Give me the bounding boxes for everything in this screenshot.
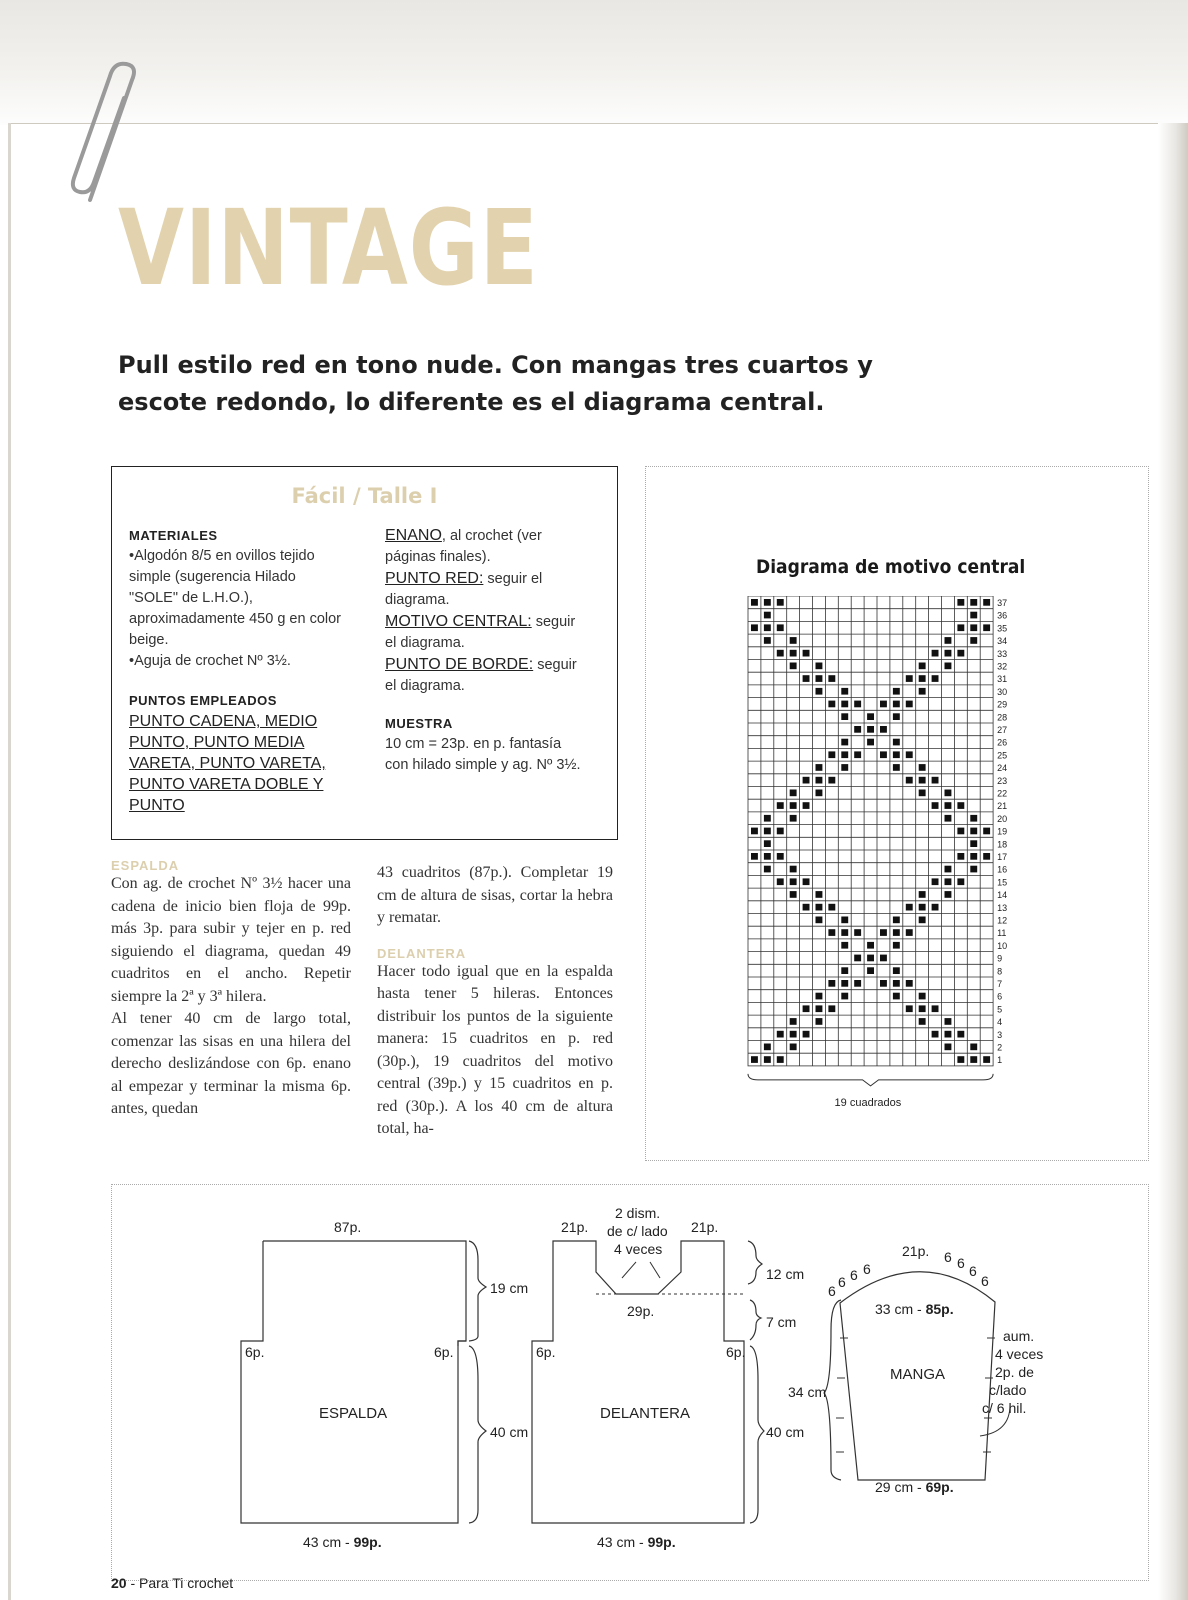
chart-width-label: 19 cuadrados [834, 1096, 902, 1109]
espalda-brace-19 [469, 1241, 486, 1341]
row-number: 24 [997, 763, 1008, 774]
row-number: 7 [997, 979, 1003, 989]
row-number: 2 [997, 1042, 1003, 1053]
delantera-brace-40 [750, 1346, 764, 1523]
delantera-dism-1: 2 dism. [615, 1205, 661, 1221]
row-number: 33 [997, 648, 1008, 659]
delantera-dism-3: 4 veces [614, 1241, 663, 1257]
enano-label: ENANO [385, 527, 442, 544]
delantera-side-right: 6p. [726, 1344, 746, 1360]
delantera-dism-2: de c/ lado [607, 1223, 668, 1239]
magazine-name: - Para Ti crochet [126, 1575, 234, 1591]
espalda-brace-40 [469, 1346, 486, 1523]
espalda-text: Con ag. de crochet Nº 3½ hacer una cadena de inicio bien floja de 99p. más 3p. para subir y tejer en p. red siguiendo el diagrama, quedan 49 cuadritos en el ancho. Repetir siempre la 2ª y 3ª hilera. [111, 875, 351, 1005]
delantera-outline [532, 1241, 744, 1523]
delantera-side-left: 6p. [536, 1344, 556, 1360]
puntos-heading: PUNTOS EMPLEADOS [129, 693, 277, 708]
row-number: 14 [997, 890, 1008, 901]
punto-red-text: seguir el diagrama. [385, 571, 543, 608]
row-number: 36 [997, 610, 1008, 621]
enano-text: , al crochet (ver páginas finales). [385, 528, 542, 565]
delantera-height-12: 12 cm [766, 1266, 805, 1282]
row-number: 9 [997, 953, 1003, 964]
difficulty-size-label: Fácil / Talle I [291, 484, 438, 508]
page-footer [111, 1575, 233, 1591]
manga-six: 6 [850, 1267, 858, 1283]
puntos-list: PUNTO CADENA, MEDIO PUNTO, PUNTO MEDIA VARETA, PUNTO VARETA, PUNTO VARETA DOBLE Y PUNTO [129, 713, 326, 814]
espalda-bottom: 43 cm - 99p. [303, 1534, 382, 1550]
delantera-height-40: 40 cm [766, 1424, 805, 1440]
espalda-outline-top [263, 1241, 466, 1346]
espalda-outline [241, 1241, 466, 1523]
manga-bottom: 29 cm - 69p. [875, 1479, 954, 1495]
manga-aum-3: 2p. de [995, 1364, 1034, 1380]
manga-top-measure: 33 cm - 85p. [875, 1301, 954, 1317]
row-number: 30 [997, 686, 1008, 697]
row-number: 28 [997, 712, 1008, 723]
materiales-text-1: •Algodón 8/5 en ovillos tejido simple (sugerencia Hilado "SOLE" de L.H.O.), aproximadamente 450 g en color beige. [129, 548, 341, 648]
manga-brace [824, 1300, 841, 1480]
row-number: 35 [997, 623, 1008, 634]
row-number: 8 [997, 966, 1003, 977]
row-number: 25 [997, 750, 1008, 761]
manga-six: 6 [957, 1255, 965, 1271]
punto-borde-label: PUNTO DE BORDE: [385, 656, 534, 673]
row-number: 10 [997, 940, 1008, 951]
diagram-title: Diagrama de motivo central [756, 556, 1026, 578]
espalda-label: ESPALDA [319, 1405, 388, 1422]
row-number: 3 [997, 1029, 1003, 1040]
row-number: 11 [997, 928, 1007, 939]
row-number: 17 [997, 852, 1008, 862]
muestra-heading: MUESTRA [385, 716, 453, 731]
row-number: 12 [997, 915, 1008, 926]
manga-aum-2: 4 veces [995, 1346, 1044, 1362]
delantera-heading: DELANTERA [377, 945, 467, 961]
row-number: 32 [997, 661, 1008, 672]
manga-label: MANGA [890, 1366, 946, 1383]
materiales-text-2: •Aguja de crochet Nº 3½. [129, 653, 291, 669]
manga-six: 6 [828, 1283, 836, 1299]
delantera-brace-12 [748, 1241, 762, 1284]
manga-six: 6 [944, 1249, 952, 1265]
manga-aum-5: c/ 6 hil. [982, 1400, 1027, 1416]
espalda-text-3: 43 cuadritos (87p.). Completar 19 cm de altura de sisas, cortar la hebra y rematar. [377, 864, 613, 926]
materiales-heading: MATERIALES [129, 528, 218, 543]
row-number: 27 [997, 725, 1008, 735]
row-number: 21 [997, 801, 1008, 812]
manga-top: 21p. [902, 1243, 930, 1259]
manga-six: 6 [863, 1261, 871, 1277]
row-number: 23 [997, 775, 1008, 786]
delantera-bottom: 43 cm - 99p. [597, 1534, 676, 1550]
row-number: 13 [997, 902, 1008, 913]
espalda-side-left: 6p. [245, 1344, 265, 1360]
espalda-heading: ESPALDA [111, 858, 180, 873]
row-number: 22 [997, 788, 1008, 799]
punto-borde-text: seguir el diagrama. [385, 657, 577, 694]
article-subtitle: Pull estilo red en tono nude. Con mangas tres cuartos y escote redondo, lo diferente es el diagrama central. [118, 351, 873, 416]
manga-six: 6 [969, 1263, 977, 1279]
article-title: VINTAGE [118, 187, 539, 309]
page-number: 20 [111, 1575, 127, 1591]
row-number: 26 [997, 737, 1008, 748]
row-number: 4 [997, 1017, 1003, 1028]
espalda-text-2: Al tener 40 cm de largo total, comenzar las sisas en una hilera del derecho deslizándose con 6p. enano al empezar y terminar la misma 6p. antes, quedan [111, 1010, 351, 1117]
delantera-label: DELANTERA [600, 1405, 691, 1422]
delantera-text: Hacer todo igual que en la espalda hasta tener 5 hileras. Entonces distribuir los puntos de la siguiente manera: 15 cuadritos en p. red (30p.), 19 cuadritos del motivo central (39p.) y 15 cuadritos en p. red (30p.). A los 40 cm de altura total, ha- [377, 962, 613, 1137]
espalda-top-label: 87p. [334, 1219, 362, 1235]
row-number: 5 [997, 1004, 1003, 1015]
manga-six: 6 [981, 1273, 989, 1289]
row-number: 34 [997, 636, 1008, 647]
espalda-height-40: 40 cm [490, 1424, 529, 1440]
row-number: 18 [997, 839, 1008, 850]
muestra-text: 10 cm = 23p. en p. fantasía con hilado simple y ag. Nº 3½. [385, 736, 581, 773]
manga-six: 6 [838, 1274, 846, 1290]
espalda-height-19: 19 cm [490, 1280, 529, 1296]
row-number: 6 [997, 991, 1003, 1002]
row-number: 20 [997, 813, 1008, 824]
delantera-top-right: 21p. [691, 1219, 719, 1235]
row-number: 29 [997, 699, 1008, 710]
row-number: 31 [997, 674, 1008, 685]
delantera-height-7: 7 cm [766, 1314, 797, 1330]
row-number: 37 [997, 598, 1008, 608]
row-number: 19 [997, 826, 1008, 837]
motivo-central-text: seguir el diagrama. [385, 614, 576, 651]
manga-side: 34 cm [788, 1384, 827, 1400]
row-number: 16 [997, 864, 1008, 875]
manga-aum-1: aum. [1003, 1328, 1035, 1344]
manga-aum-4: c/lado [989, 1382, 1027, 1398]
delantera-top-left: 21p. [561, 1219, 589, 1235]
punto-red-label: PUNTO RED: [385, 570, 484, 587]
espalda-side-right: 6p. [434, 1344, 454, 1360]
delantera-brace-7 [750, 1300, 761, 1340]
delantera-neck: 29p. [627, 1303, 655, 1319]
row-number: 1 [997, 1055, 1003, 1066]
motivo-central-label: MOTIVO CENTRAL: [385, 613, 532, 630]
row-number: 15 [997, 877, 1008, 888]
